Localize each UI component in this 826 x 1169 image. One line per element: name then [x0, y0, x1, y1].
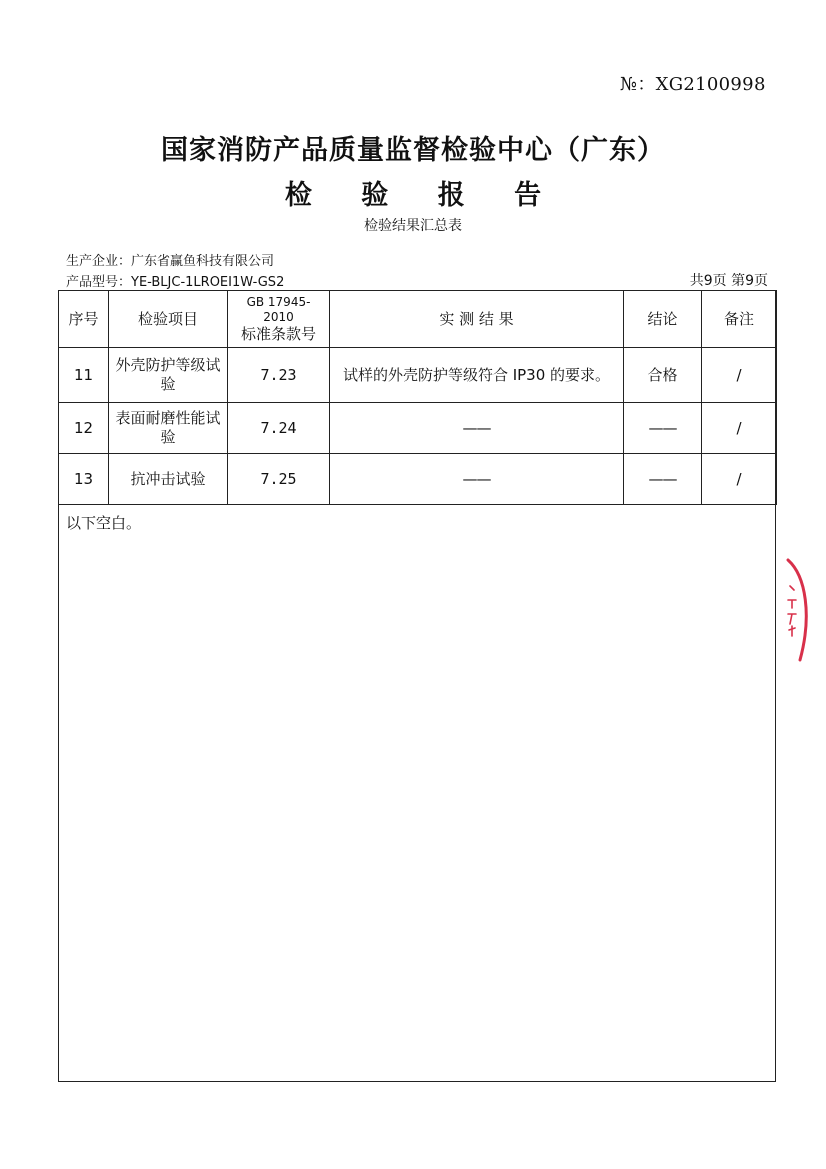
- report-title: 检 验 报 告: [284, 180, 562, 211]
- table-row: [59, 348, 777, 403]
- table-header-row: [59, 291, 777, 348]
- model-line: 产品型号：YE-BLJC-1LROEⅠ1W-GS2: [66, 275, 285, 290]
- row-clause: 7.23: [228, 348, 330, 403]
- page-count: 共9页 第9页: [689, 273, 768, 289]
- row-conclusion: ——: [624, 454, 702, 505]
- manufacturer-line: 生产企业：广东省赢鱼科技有限公司: [66, 254, 275, 269]
- report-number: №：XG2100998: [620, 74, 766, 95]
- row-result: 试样的外壳防护等级符合 IP30 的要求。: [330, 348, 624, 403]
- header-note: 备注: [702, 291, 777, 348]
- header-item: 检验项目: [109, 291, 228, 348]
- results-table: [58, 290, 777, 505]
- row-result: ——: [330, 454, 624, 505]
- summary-title: 检验结果汇总表: [364, 218, 462, 234]
- header-conclusion: 结论: [624, 291, 702, 348]
- row-clause: 7.25: [228, 454, 330, 505]
- row-item: 外壳防护等级试验: [109, 348, 228, 403]
- row-seq: 11: [59, 348, 109, 403]
- row-conclusion: 合格: [624, 348, 702, 403]
- row-note: /: [702, 403, 777, 454]
- table-row: [59, 403, 777, 454]
- header-result: 实 测 结 果: [330, 291, 624, 348]
- row-seq: 13: [59, 454, 109, 505]
- row-note: /: [702, 348, 777, 403]
- row-note: /: [702, 454, 777, 505]
- header-standard-clause: 标准条款号: [240, 324, 316, 343]
- row-result: ——: [330, 403, 624, 454]
- header-standard: [228, 291, 330, 348]
- table-row: [59, 454, 777, 505]
- row-item: 抗冲击试验: [109, 454, 228, 505]
- header-standard-code: GB 17945-2010: [246, 294, 311, 324]
- row-conclusion: ——: [624, 403, 702, 454]
- row-seq: 12: [59, 403, 109, 454]
- header-seq: 序号: [59, 291, 109, 348]
- blank-below-note: 以下空白。: [66, 514, 142, 532]
- results-sheet: [58, 290, 776, 1082]
- institution-title: 国家消防产品质量监督检验中心（广东）: [161, 135, 665, 166]
- row-item: 表面耐磨性能试验: [109, 403, 228, 454]
- row-clause: 7.24: [228, 403, 330, 454]
- partial-seal-stamp: [780, 556, 814, 666]
